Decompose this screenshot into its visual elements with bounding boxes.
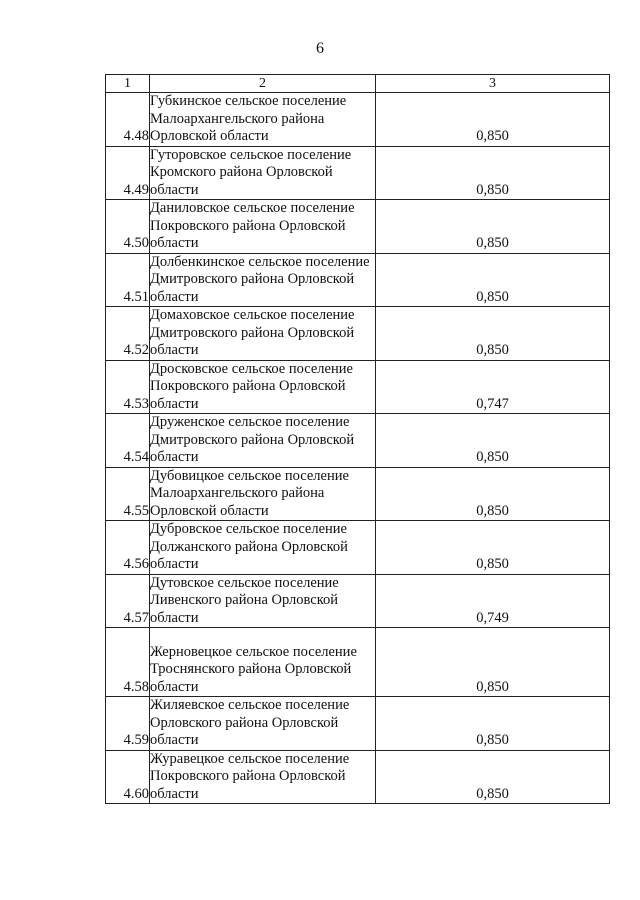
settlement-name: Дросковское сельское поселение Покровского района Орловской области <box>150 360 376 414</box>
settlement-name: Гуторовское сельское поселение Кромского района Орловской области <box>150 146 376 200</box>
settlement-name: Дутовское сельское поселение Ливенского района Орловской области <box>150 574 376 628</box>
coefficient-value: 0,850 <box>376 253 610 307</box>
coefficient-value: 0,850 <box>376 200 610 254</box>
table-row <box>106 253 610 307</box>
settlement-name: Жерновецкое сельское поселение Троснянского района Орловской области <box>150 628 376 697</box>
header-col-3: 3 <box>376 75 610 93</box>
table-row <box>106 750 610 804</box>
table-row <box>106 307 610 361</box>
row-number: 4.54 <box>106 414 150 468</box>
settlement-name: Журавецкое сельское поселение Покровского района Орловской области <box>150 750 376 804</box>
row-number: 4.49 <box>106 146 150 200</box>
coefficient-value: 0,850 <box>376 307 610 361</box>
coefficient-value: 0,749 <box>376 574 610 628</box>
row-number: 4.52 <box>106 307 150 361</box>
coefficient-value: 0,850 <box>376 414 610 468</box>
table-row <box>106 360 610 414</box>
settlement-name: Друженское сельское поселение Дмитровского района Орловской области <box>150 414 376 468</box>
table-row <box>106 414 610 468</box>
table-header <box>106 75 610 93</box>
row-number: 4.60 <box>106 750 150 804</box>
coefficient-value: 0,850 <box>376 521 610 575</box>
row-number: 4.58 <box>106 628 150 697</box>
coefficient-value: 0,850 <box>376 697 610 751</box>
header-col-1: 1 <box>106 75 150 93</box>
table-row <box>106 697 610 751</box>
row-number: 4.57 <box>106 574 150 628</box>
row-number: 4.56 <box>106 521 150 575</box>
row-number: 4.51 <box>106 253 150 307</box>
settlement-name: Домаховское сельское поселение Дмитровского района Орловской области <box>150 307 376 361</box>
coefficient-value: 0,850 <box>376 467 610 521</box>
row-number: 4.59 <box>106 697 150 751</box>
coefficient-value: 0,850 <box>376 750 610 804</box>
table-body <box>106 93 610 804</box>
table-row <box>106 574 610 628</box>
coefficient-value: 0,747 <box>376 360 610 414</box>
table-row <box>106 467 610 521</box>
table-row <box>106 521 610 575</box>
coefficients-table <box>105 74 610 804</box>
page-number: 6 <box>316 40 324 57</box>
row-number: 4.53 <box>106 360 150 414</box>
settlement-name: Даниловское сельское поселение Покровского района Орловской области <box>150 200 376 254</box>
settlement-name: Губкинское сельское поселение Малоархангельского района Орловской области <box>150 93 376 147</box>
settlement-name: Дубровское сельское поселение Должанского района Орловской области <box>150 521 376 575</box>
table-row <box>106 628 610 697</box>
row-number: 4.50 <box>106 200 150 254</box>
row-number: 4.48 <box>106 93 150 147</box>
row-number: 4.55 <box>106 467 150 521</box>
coefficient-value: 0,850 <box>376 628 610 697</box>
header-col-2: 2 <box>150 75 376 93</box>
settlement-name: Дубовицкое сельское поселение Малоархангельского района Орловской области <box>150 467 376 521</box>
table-row <box>106 200 610 254</box>
header-row <box>106 75 610 93</box>
coefficient-value: 0,850 <box>376 146 610 200</box>
table-row <box>106 93 610 147</box>
settlement-name: Жиляевское сельское поселение Орловского района Орловской области <box>150 697 376 751</box>
coefficient-value: 0,850 <box>376 93 610 147</box>
settlement-name: Долбенкинское сельское поселение Дмитровского района Орловской области <box>150 253 376 307</box>
table-row <box>106 146 610 200</box>
